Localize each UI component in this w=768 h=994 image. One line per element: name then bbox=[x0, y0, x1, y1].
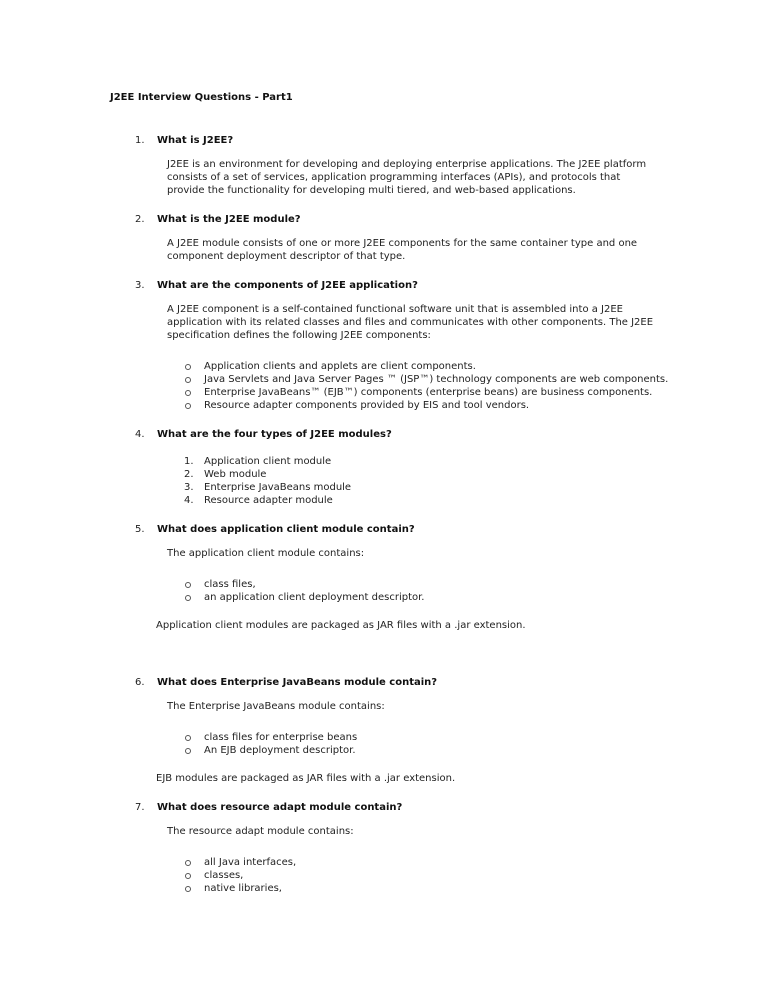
question-block bbox=[135, 134, 735, 197]
list-item-text: an application client deployment descriptor. bbox=[204, 592, 425, 603]
list-number: 1. bbox=[184, 456, 194, 467]
closing-paragraph: Application client modules are packaged as JAR files with a .jar extension. bbox=[156, 620, 526, 631]
list-item bbox=[184, 731, 735, 744]
question-number: 4. bbox=[135, 429, 145, 440]
list-item bbox=[184, 481, 735, 494]
numbered-list bbox=[184, 455, 735, 507]
question-heading bbox=[135, 428, 735, 441]
question-body bbox=[135, 825, 735, 895]
question-number: 5. bbox=[135, 524, 145, 535]
question-number: 6. bbox=[135, 677, 145, 688]
question-number: 3. bbox=[135, 280, 145, 291]
list-item bbox=[184, 455, 735, 468]
document-title: J2EE Interview Questions - Part1 bbox=[110, 92, 293, 103]
question-body bbox=[135, 455, 735, 507]
answer-paragraph: The application client module contains: bbox=[167, 548, 365, 559]
answer-paragraph: A J2EE module consists of one or more J2EE components for the same container type and one component deployment descriptor of that type. bbox=[167, 238, 638, 262]
question-title: What does application client module contain? bbox=[157, 524, 415, 535]
list-item bbox=[184, 360, 735, 373]
question-number: 7. bbox=[135, 802, 145, 813]
circle-bullet-icon bbox=[184, 373, 204, 386]
circle-bullet-icon bbox=[184, 578, 204, 591]
blank-space bbox=[135, 632, 735, 660]
list-item bbox=[184, 399, 735, 412]
list-item-text: class files, bbox=[204, 579, 256, 590]
answer-paragraph: A J2EE component is a self-contained functional software unit that is assembled into a J2EE application with its related classes and files and communicates with other components. The J2EE specification defines the following J2EE components: bbox=[167, 304, 654, 341]
question-title: What is the J2EE module? bbox=[157, 214, 301, 225]
list-item-text: Resource adapter components provided by EIS and tool vendors. bbox=[204, 400, 530, 411]
question-heading bbox=[135, 676, 735, 689]
question-block bbox=[135, 279, 735, 412]
circle-bullet-icon bbox=[184, 882, 204, 895]
circle-bullet-icon bbox=[184, 744, 204, 757]
list-item bbox=[184, 882, 735, 895]
circle-bullet-icon bbox=[184, 386, 204, 399]
circle-bullet-icon bbox=[184, 399, 204, 412]
list-item-text: all Java interfaces, bbox=[204, 857, 297, 868]
list-item bbox=[184, 856, 735, 869]
question-title: What are the four types of J2EE modules? bbox=[157, 429, 392, 440]
list-item-text: native libraries, bbox=[204, 883, 282, 894]
list-number: 2. bbox=[184, 469, 194, 480]
list-item bbox=[184, 744, 735, 757]
answer-paragraph: The resource adapt module contains: bbox=[167, 826, 354, 837]
list-item-text: Application client module bbox=[204, 456, 332, 467]
question-body bbox=[135, 303, 735, 412]
question-number: 1. bbox=[135, 135, 145, 146]
question-heading bbox=[135, 134, 735, 147]
list-item bbox=[184, 494, 735, 507]
question-block bbox=[135, 676, 735, 785]
question-block bbox=[135, 213, 735, 263]
question-body bbox=[135, 158, 735, 197]
question-block bbox=[135, 428, 735, 507]
list-item-text: Web module bbox=[204, 469, 267, 480]
bullet-list bbox=[184, 578, 735, 604]
list-number: 3. bbox=[184, 482, 194, 493]
circle-bullet-icon bbox=[184, 856, 204, 869]
bullet-list bbox=[184, 731, 735, 757]
list-item bbox=[184, 373, 735, 386]
question-heading bbox=[135, 279, 735, 292]
circle-bullet-icon bbox=[184, 869, 204, 882]
question-block bbox=[135, 801, 735, 895]
question-heading bbox=[135, 801, 735, 814]
list-item-text: Application clients and applets are client components. bbox=[204, 361, 476, 372]
question-heading bbox=[135, 213, 735, 226]
list-item bbox=[184, 386, 735, 399]
questions-list bbox=[135, 118, 735, 895]
question-title: What does Enterprise JavaBeans module contain? bbox=[157, 677, 438, 688]
bullet-list bbox=[184, 856, 735, 895]
list-item-text: Enterprise JavaBeans module bbox=[204, 482, 352, 493]
list-item bbox=[184, 591, 735, 604]
list-item bbox=[184, 869, 735, 882]
question-block bbox=[135, 523, 735, 660]
question-title: What are the components of J2EE application? bbox=[157, 280, 418, 291]
circle-bullet-icon bbox=[184, 360, 204, 373]
list-number: 4. bbox=[184, 495, 194, 506]
list-item bbox=[184, 578, 735, 591]
list-item-text: class files for enterprise beans bbox=[204, 732, 358, 743]
question-body bbox=[135, 547, 735, 660]
question-title: What is J2EE? bbox=[157, 135, 234, 146]
list-item-text: classes, bbox=[204, 870, 244, 881]
question-heading bbox=[135, 523, 735, 536]
question-title: What does resource adapt module contain? bbox=[157, 802, 403, 813]
bullet-list bbox=[184, 360, 735, 412]
question-body bbox=[135, 700, 735, 785]
question-number: 2. bbox=[135, 214, 145, 225]
answer-paragraph: The Enterprise JavaBeans module contains: bbox=[167, 701, 385, 712]
answer-paragraph: J2EE is an environment for developing and deploying enterprise applications. The J2EE platform consists of a set of services, application programming interfaces (APIs), and protocols that provide the functionality for developing multi tiered, and web-based applications. bbox=[167, 159, 647, 196]
list-item-text: Enterprise JavaBeans™ (EJB™) components (enterprise beans) are business components. bbox=[204, 387, 653, 398]
closing-paragraph: EJB modules are packaged as JAR files with a .jar extension. bbox=[156, 773, 456, 784]
circle-bullet-icon bbox=[184, 591, 204, 604]
list-item-text: Resource adapter module bbox=[204, 495, 333, 506]
document-page bbox=[0, 91, 768, 994]
list-item-text: An EJB deployment descriptor. bbox=[204, 745, 356, 756]
list-item bbox=[184, 468, 735, 481]
question-body bbox=[135, 237, 735, 263]
list-item-text: Java Servlets and Java Server Pages ™ (JSP™) technology components are web components. bbox=[204, 374, 669, 385]
circle-bullet-icon bbox=[184, 731, 204, 744]
